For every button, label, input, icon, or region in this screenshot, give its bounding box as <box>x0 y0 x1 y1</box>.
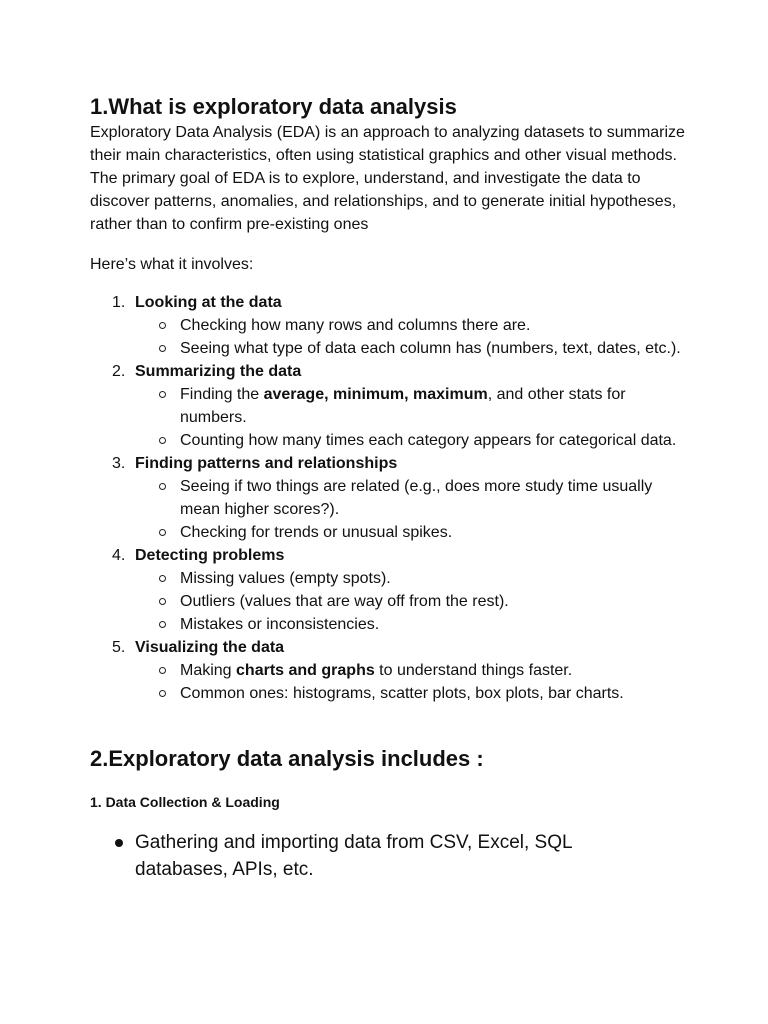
list-number: 2. <box>112 363 126 380</box>
sub-item-text-pre: Making <box>180 662 237 679</box>
section-2-heading: 2.Exploratory data analysis includes : <box>90 746 484 771</box>
hollow-bullet-icon <box>159 667 166 674</box>
list-item-problems <box>90 544 690 636</box>
bullet-item <box>90 829 655 883</box>
list-item-title: Looking at the data <box>135 294 282 311</box>
sub-list-item <box>135 337 690 360</box>
sub-item-text: Seeing what type of data each column has (numbers, text, dates, etc.). <box>180 340 681 357</box>
list-item-title: Visualizing the data <box>135 639 285 656</box>
list-number: 4. <box>112 547 126 564</box>
list-item-title: Finding patterns and relationships <box>135 455 398 472</box>
sub-list <box>135 567 690 636</box>
sub-list-item <box>135 682 690 705</box>
sub-item-text-post: to understand things faster. <box>374 662 573 679</box>
involves-paragraph: Here’s what it involves: <box>90 256 254 273</box>
sub-item-text: Checking for trends or unusual spikes. <box>180 524 453 541</box>
sub-item-bold: charts and graphs <box>236 662 375 679</box>
sub-list <box>135 314 690 360</box>
hollow-bullet-icon <box>159 322 166 329</box>
sub-item-bold: average, minimum, maximum <box>263 386 488 403</box>
list-item-patterns <box>90 452 690 544</box>
sub-list-item <box>135 590 690 613</box>
list-item-title: Summarizing the data <box>135 363 302 380</box>
data-collection-subheading: 1. Data Collection & Loading <box>90 794 280 810</box>
eda-steps-list <box>90 291 690 705</box>
list-item-visualizing <box>90 636 690 705</box>
sub-list-item <box>135 475 690 521</box>
document-page <box>90 93 690 883</box>
sub-list-item <box>135 659 690 682</box>
filled-bullet-icon <box>115 839 123 847</box>
sub-list-item <box>135 567 690 590</box>
sub-list-item <box>135 429 690 452</box>
sub-list <box>135 383 690 452</box>
sub-item-text: Outliers (values that are way off from the rest). <box>180 593 509 610</box>
sub-item-text: Checking how many rows and columns there are. <box>180 317 531 334</box>
section-1-heading: 1.What is exploratory data analysis <box>90 94 457 119</box>
bullet-text: Gathering and importing data from CSV, Excel, SQL databases, APIs, etc. <box>135 832 572 880</box>
hollow-bullet-icon <box>159 391 166 398</box>
sub-item-text: Missing values (empty spots). <box>180 570 391 587</box>
list-item-looking <box>90 291 690 360</box>
eda-intro-paragraph: Exploratory Data Analysis (EDA) is an approach to analyzing datasets to summarize their main characteristics, often using statistical graphics and other visual methods. The primary goal of EDA is to explore, understand, and investigate the data to discover patterns, anomalies, and relationships, and to generate initial hypotheses, rather than to confirm pre-existing ones <box>90 124 685 233</box>
hollow-bullet-icon <box>159 575 166 582</box>
hollow-bullet-icon <box>159 529 166 536</box>
sub-list <box>135 475 690 544</box>
sub-item-text-post: , and other stats for numbers. <box>180 386 626 426</box>
sub-list-item <box>135 521 690 544</box>
list-number: 1. <box>112 294 126 311</box>
sub-list-item <box>135 383 690 429</box>
data-collection-bullets <box>90 829 690 883</box>
hollow-bullet-icon <box>159 345 166 352</box>
sub-list <box>135 659 690 705</box>
hollow-bullet-icon <box>159 621 166 628</box>
sub-item-text: Mistakes or inconsistencies. <box>180 616 380 633</box>
list-item-title: Detecting problems <box>135 547 285 564</box>
list-number: 3. <box>112 455 126 472</box>
sub-item-text-pre: Finding the <box>180 386 264 403</box>
hollow-bullet-icon <box>159 437 166 444</box>
sub-list-item <box>135 613 690 636</box>
list-item-summarizing <box>90 360 690 452</box>
hollow-bullet-icon <box>159 690 166 697</box>
hollow-bullet-icon <box>159 598 166 605</box>
sub-list-item <box>135 314 690 337</box>
sub-item-text: Seeing if two things are related (e.g., does more study time usually mean higher scores?). <box>180 478 653 518</box>
hollow-bullet-icon <box>159 483 166 490</box>
sub-item-text: Counting how many times each category appears for categorical data. <box>180 432 677 449</box>
sub-item-text: Common ones: histograms, scatter plots, box plots, bar charts. <box>180 685 624 702</box>
list-number: 5. <box>112 639 126 656</box>
